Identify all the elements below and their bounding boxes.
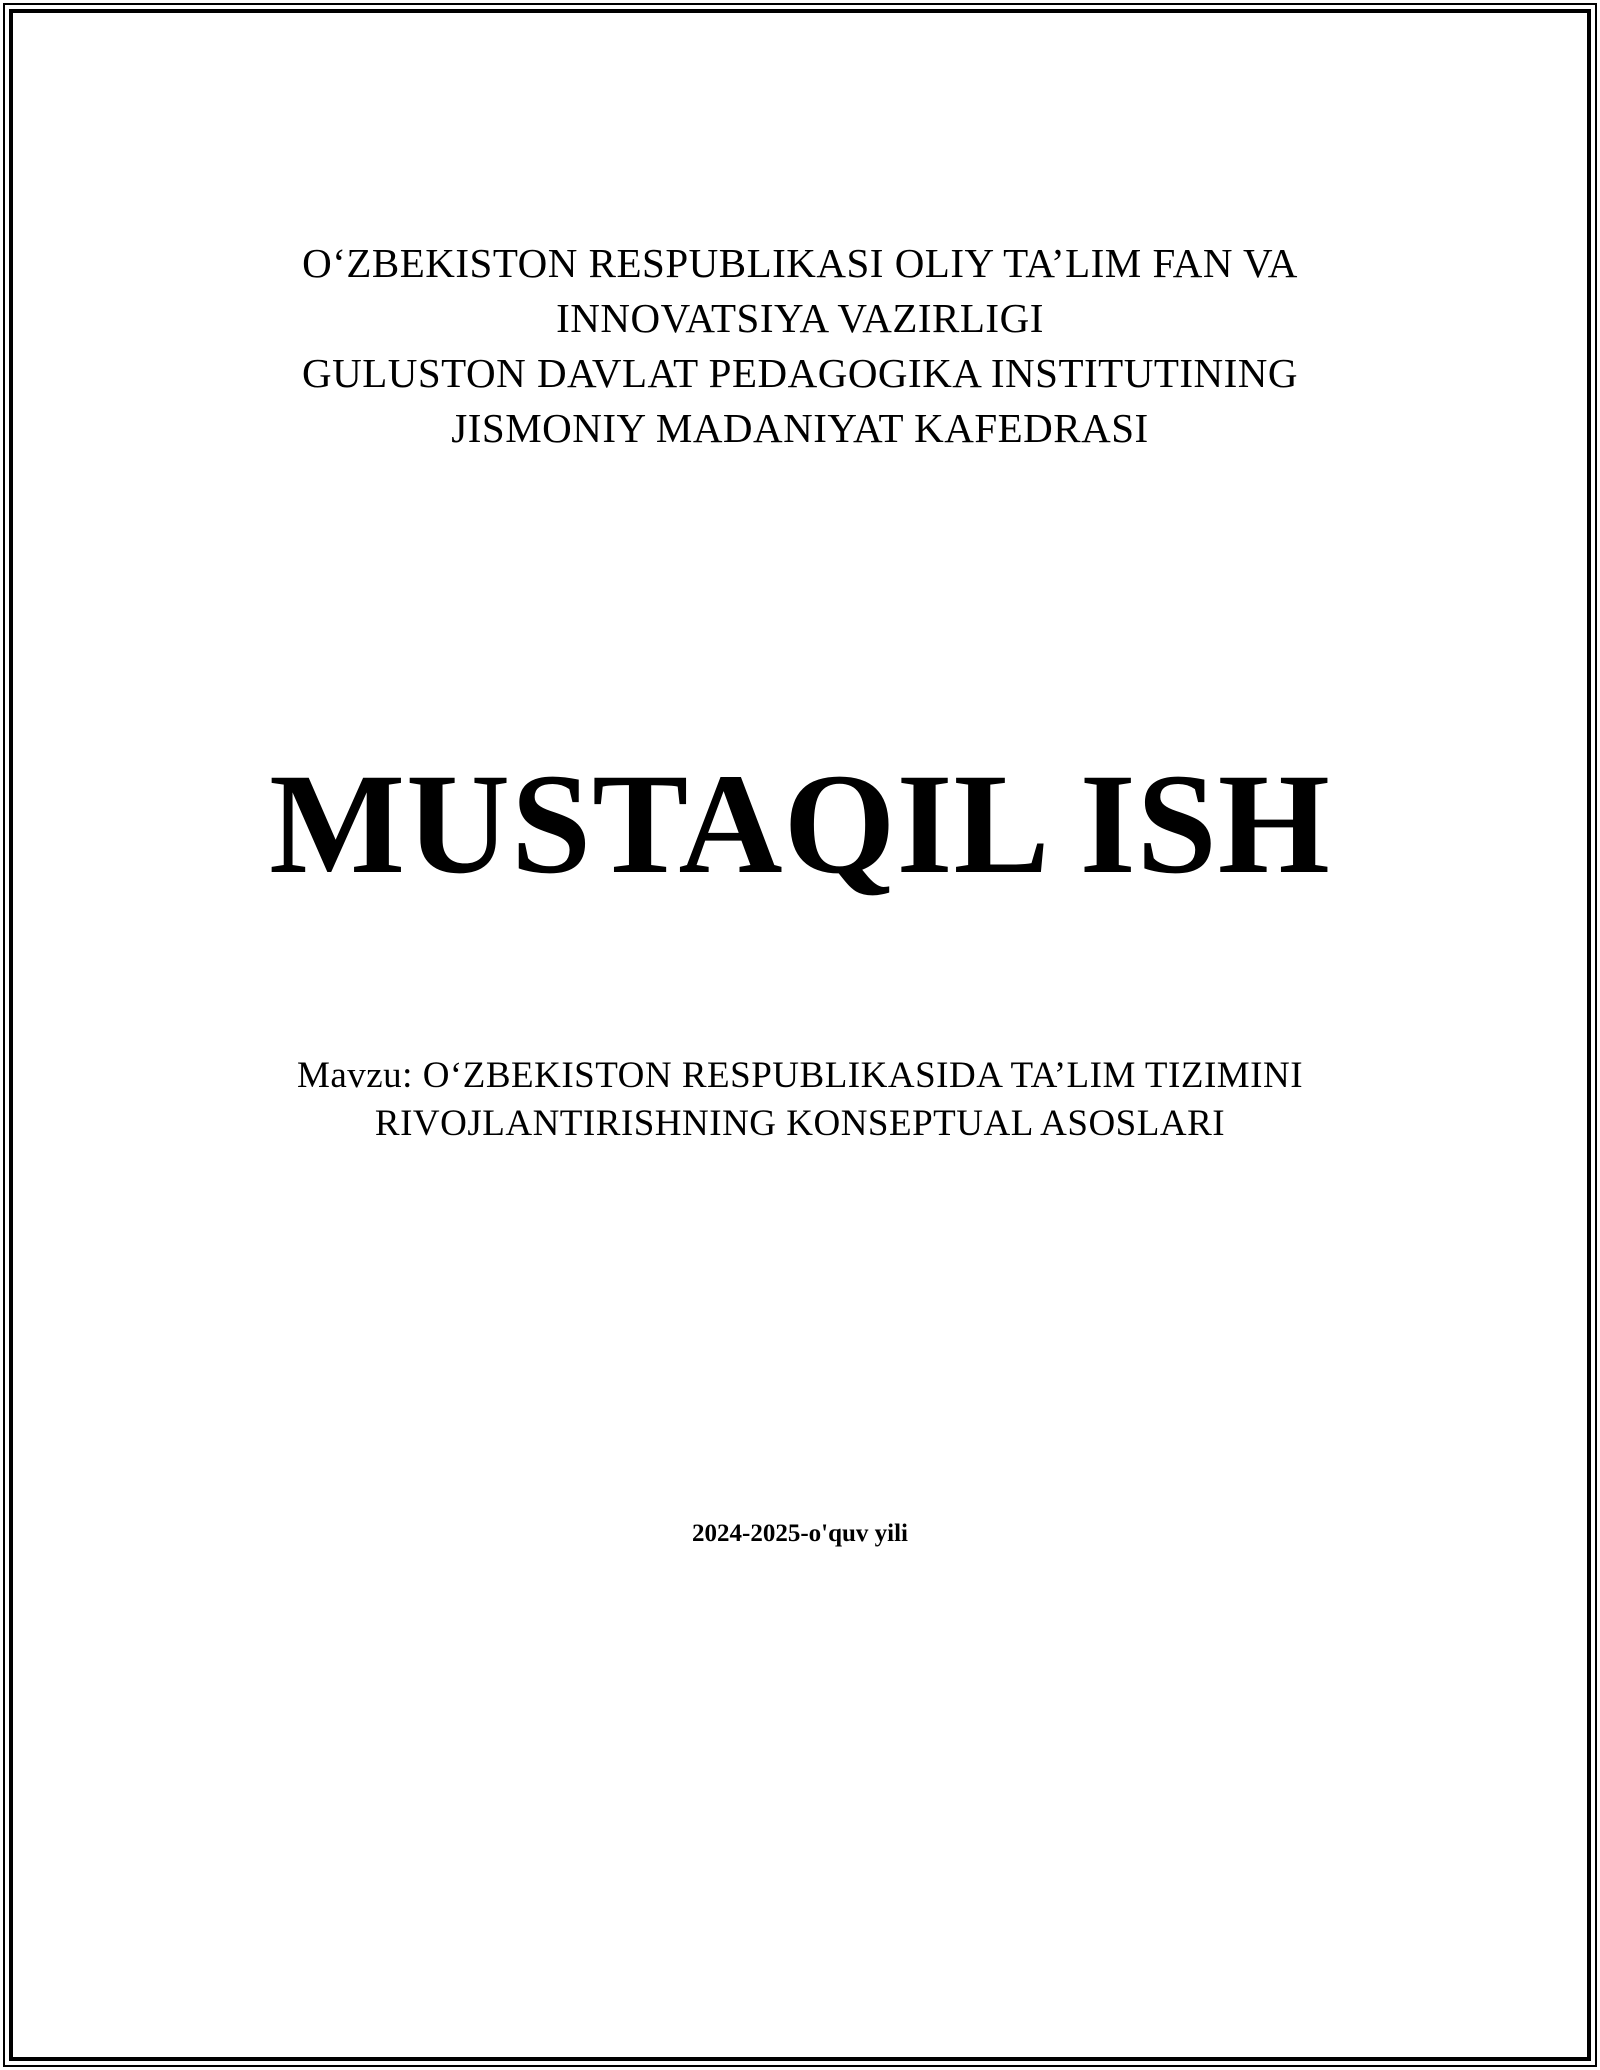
header-line-institute: GULUSTON DAVLAT PEDAGOGIKA INSTITUTINING xyxy=(302,350,1298,396)
topic-line-1: Mavzu: O‘ZBEKISTON RESPUBLIKASIDA TA’LIM TIZIMINI xyxy=(296,1055,1304,1096)
header-line-ministry-1: O‘ZBEKISTON RESPUBLIKASI OLIY TA’LIM FAN VA xyxy=(302,240,1298,286)
institution-header xyxy=(0,236,1600,456)
header-line-ministry-2: INNOVATSIYA VAZIRLIGI xyxy=(556,295,1044,341)
topic-section xyxy=(0,1052,1600,1148)
header-line-department: JISMONIY MADANIYAT KAFEDRASI xyxy=(451,405,1149,451)
topic-line-2: RIVOJLANTIRISHNING KONSEPTUAL ASOSLARI xyxy=(374,1103,1226,1144)
document-title: MUSTAQIL ISH xyxy=(269,745,1331,904)
academic-year-label: 2024-2025-o'quv yili xyxy=(692,1520,908,1547)
